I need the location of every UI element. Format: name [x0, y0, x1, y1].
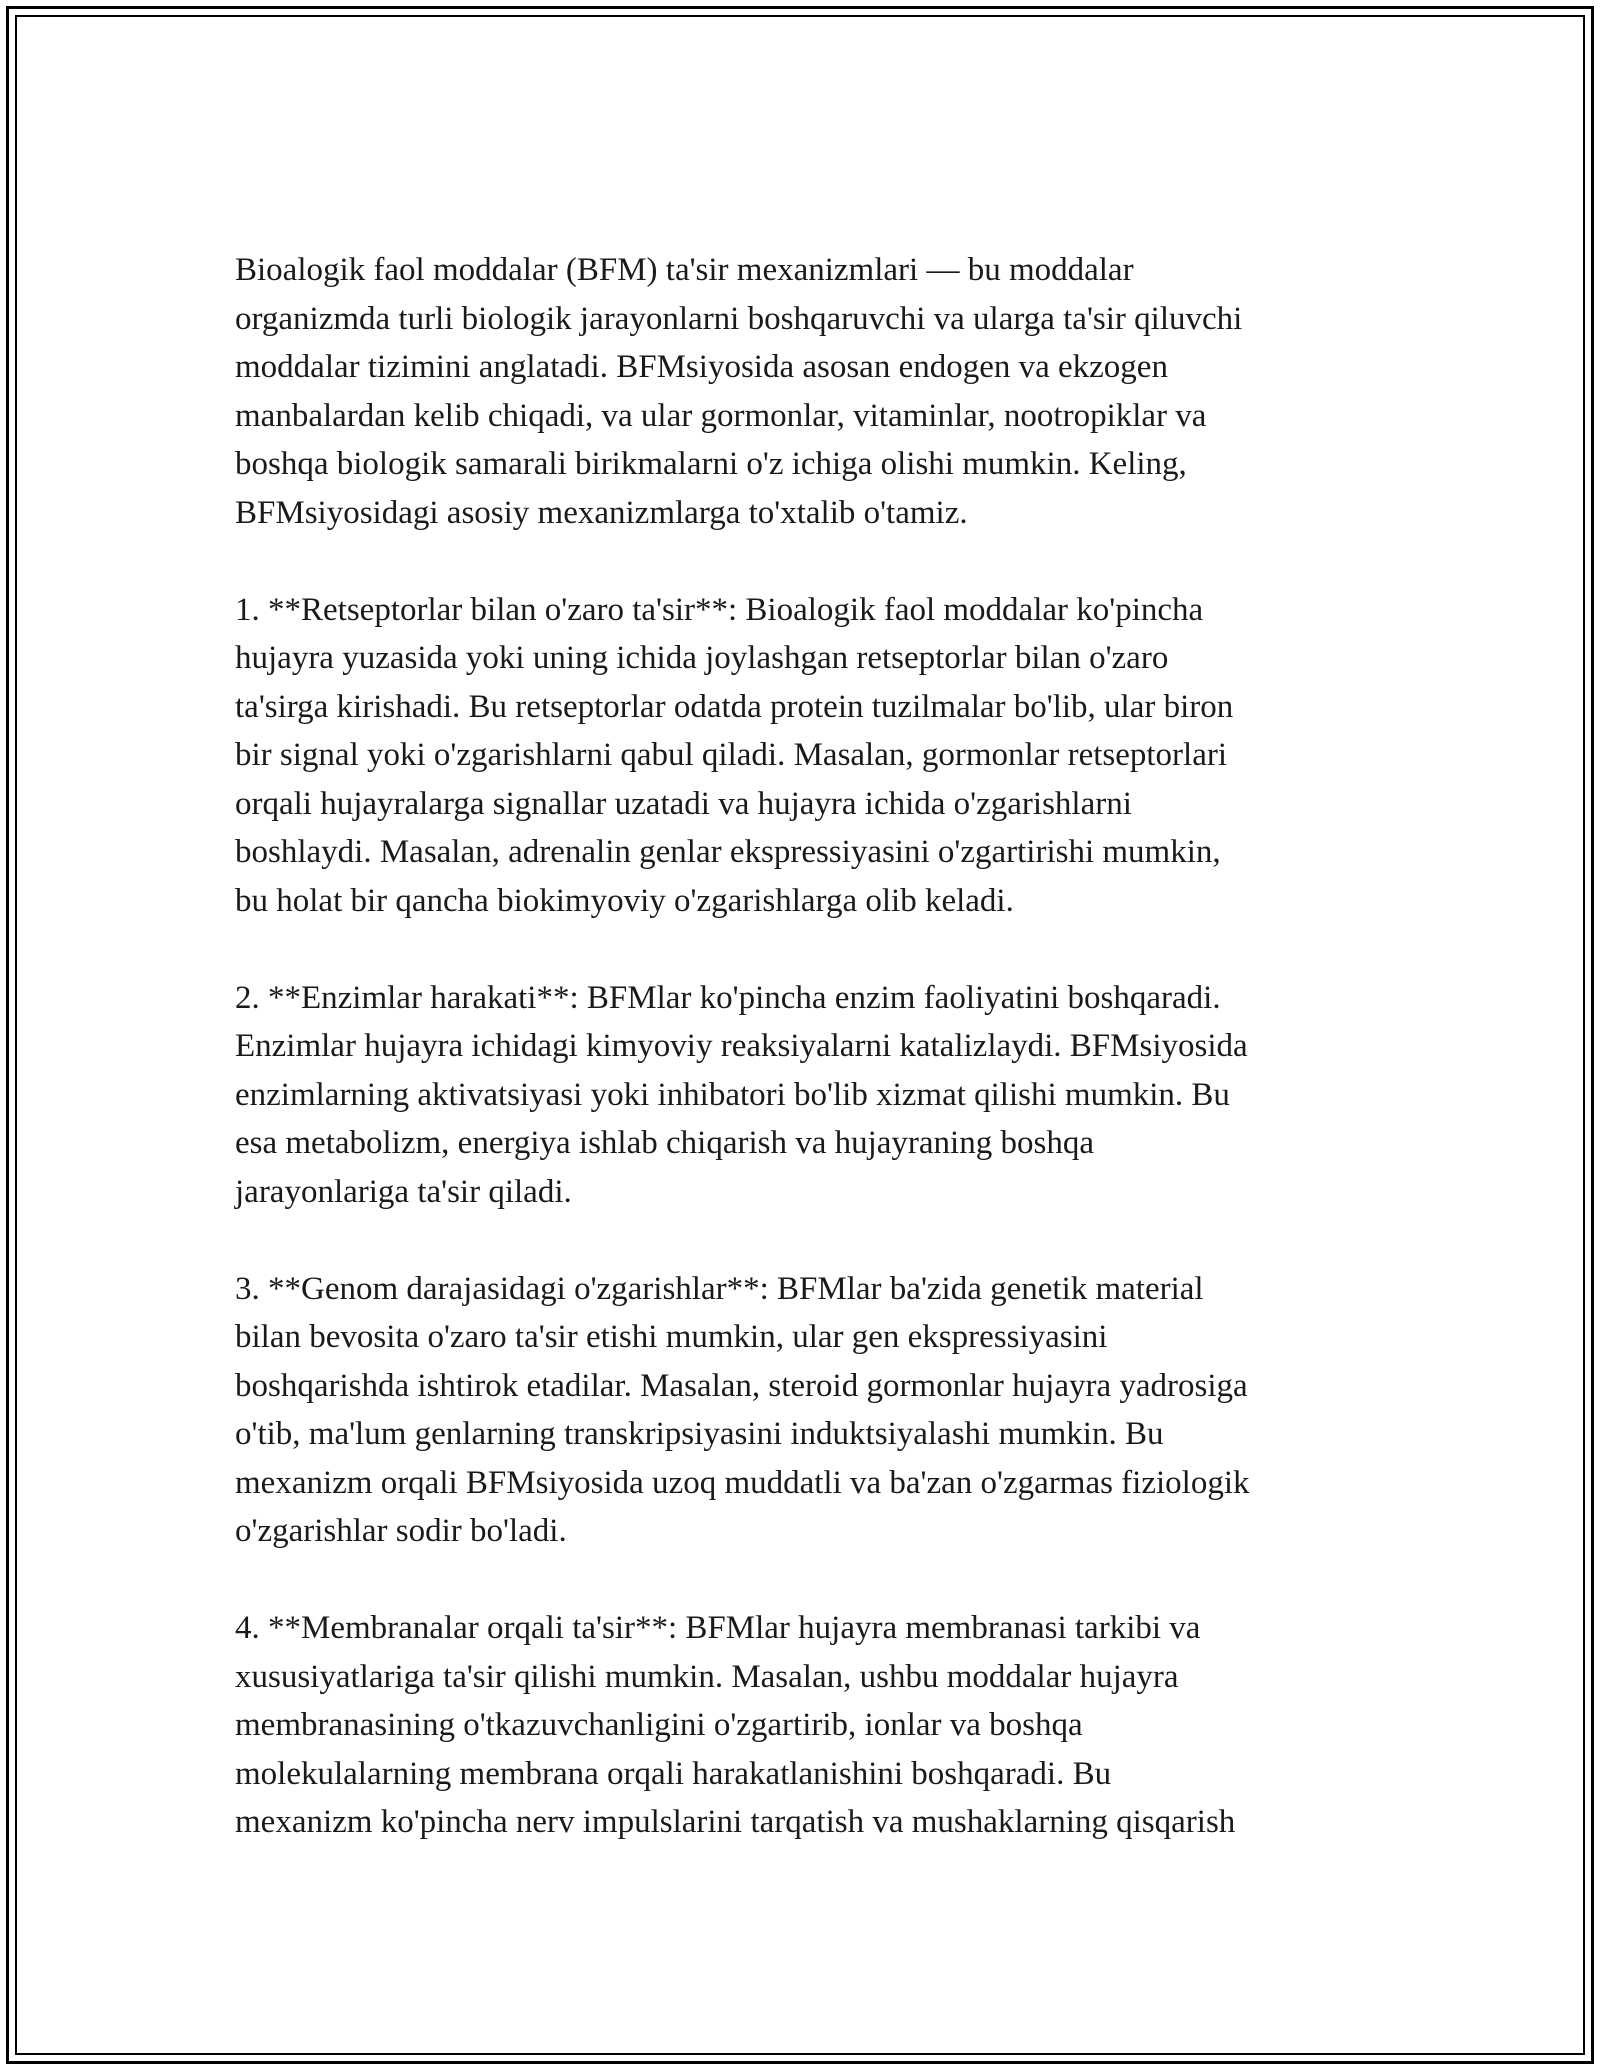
intro-paragraph: Bioalogik faol moddalar (BFM) ta'sir mexanizmlari — bu moddalar organizmda turli biologik jarayonlarni boshqaruvchi va ularga ta'sir qiluvchi moddalar tizimini anglatadi. BFMsiyosida asosan endogen va ekzogen manbalardan kelib chiqadi, va ular gormonlar, vitaminlar, nootropiklar va boshqa biologik samarali birikmalarni o'z ichiga olishi mumkin. Keling, BFMsiyosidagi asosiy mexanizmlarga to'xtalib o'tamiz. — [235, 252, 1243, 531]
paragraph-membranes: 4. **Membranalar orqali ta'sir**: BFMlar hujayra membranasi tarkibi va xususiyatlariga ta'sir qilishi mumkin. Masalan, ushbu moddalar hujayra membranasining o'tkazuvchanligini o'zgartirib, ionlar va boshqa molekulalarning membrana orqali harakatlanishini boshqaradi. Bu mexanizm ko'pincha nerv impulslarini tarqatish va mushaklarning qisqarish — [235, 1610, 1236, 1840]
paragraph-enzymes: 2. **Enzimlar harakati**: BFMlar ko'pincha enzim faoliyatini boshqaradi. Enzimlar hujayra ichidagi kimyoviy reaksiyalarni katalizlaydi. BFMsiyosida enzimlarning aktivatsiyasi yoki inhibatori bo'lib xizmat qilishi mumkin. Bu esa metabolizm, energiya ishlab chiqarish va hujayraning boshqa jarayonlariga ta'sir qiladi. — [235, 979, 1248, 1210]
paragraph-receptors: 1. **Retseptorlar bilan o'zaro ta'sir**: Bioalogik faol moddalar ko'pincha hujayra yuzasida yoki uning ichida joylashgan retseptorlar bilan o'zaro ta'sirga kirishadi. Bu retseptorlar odatda protein tuzilmalar bo'lib, ular biron bir signal yoki o'zgarishlarni qabul qiladi. Masalan, gormonlar retseptorlari orqali hujayralarga signallar uzatadi va hujayra ichida o'zgarishlarni boshlaydi. Masalan, adrenalin genlar ekspressiyasini o'zgartirishi mumkin, bu holat bir qancha biokimyoviy o'zgarishlarga olib keladi. — [235, 591, 1234, 919]
paragraph-genome: 3. **Genom darajasidagi o'zgarishlar**: BFMlar ba'zida genetik material bilan bevosita o'zaro ta'sir etishi mumkin, ular gen ekspressiyasini boshqarishda ishtirok etadilar. Masalan, steroid gormonlar hujayra yadrosiga o'tib, ma'lum genlarning transkripsiyasini induktsiyalashi mumkin. Bu mexanizm orqali BFMsiyosida uzoq muddatli va ba'zan o'zgarmas fiziologik o'zgarishlar sodir bo'ladi. — [235, 1270, 1250, 1549]
document-body — [235, 246, 1375, 1895]
